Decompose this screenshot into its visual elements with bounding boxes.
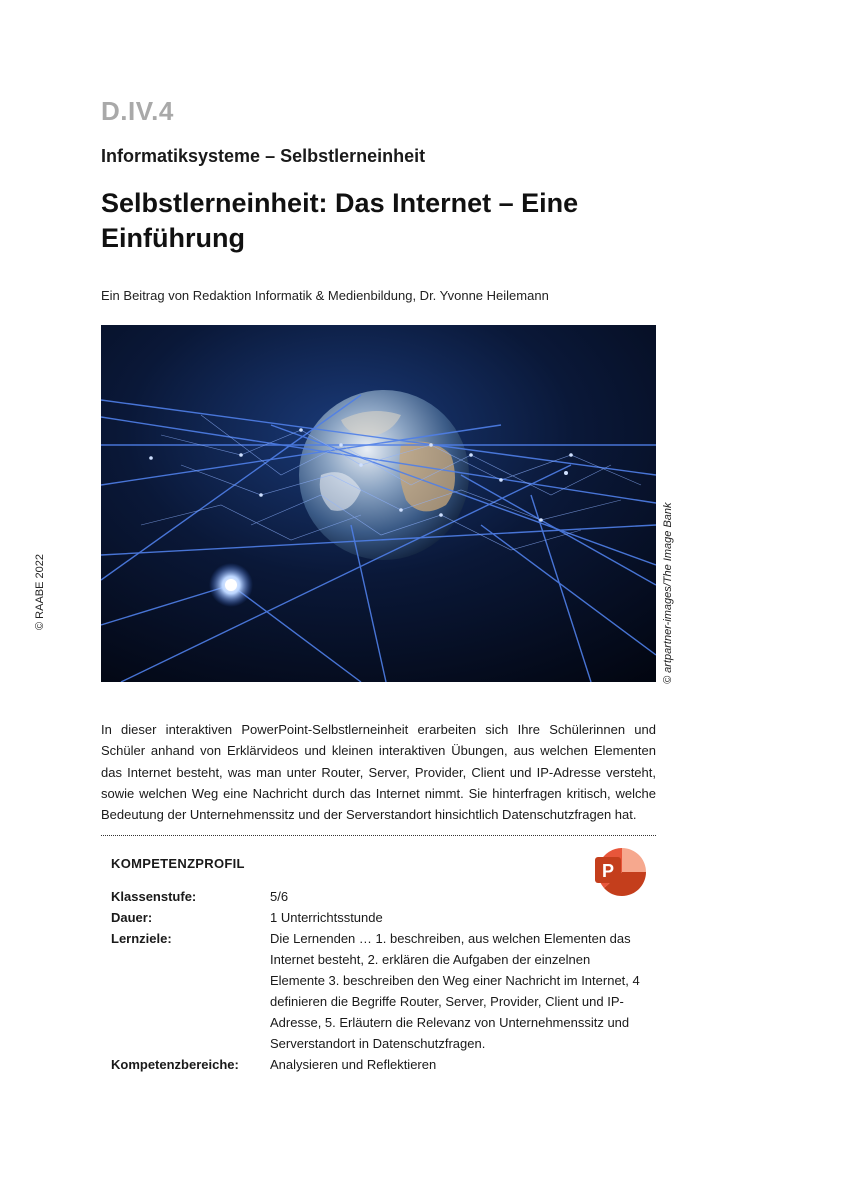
document-code: D.IV.4 xyxy=(101,96,174,126)
profile-heading: KOMPETENZPROFIL xyxy=(111,856,245,871)
profile-table xyxy=(111,886,651,1075)
profile-row xyxy=(111,1054,651,1075)
subject-line: Informatiksysteme – Selbstlerneinheit xyxy=(101,146,426,166)
publisher-copyright: © RAABE 2022 xyxy=(34,554,46,630)
profile-label: Lernziele: xyxy=(111,931,172,946)
profile-label: Kompetenzbereiche: xyxy=(111,1057,239,1072)
profile-label: Dauer: xyxy=(111,910,153,925)
intro-paragraph: In dieser interaktiven PowerPoint-Selbstlerneinheit erarbeiten sich Ihre Schülerinnen und Schüler anhand von Erklärvideos und kleinen interaktiven Übungen, aus welchen Elementen das Internet besteht, was man unter Router, Server, Provider, Client und IP-Adresse versteht, sowie welchen Weg eine Nachricht durch das Internet nimmt. Sie hinterfragen kritisch, welche Bedeutung der Unternehmenssitz und der Serverstandort hinsichtlich Datenschutzfragen hat. xyxy=(101,722,656,823)
image-credit: © artpartner-images/The Image Bank xyxy=(662,502,674,684)
profile-label: Klassenstufe: xyxy=(111,889,197,904)
profile-row xyxy=(111,928,651,1054)
profile-value: Die Lernenden … 1. beschreiben, aus welchen Elementen das Internet besteht, 2. erklären die Aufgaben der einzelnen Elemente 3. beschreiben den Weg einer Nachricht im Internet, 4 definieren die Begriffe Router, Server, Provider, Client und IP-Adresse, 5. Erläutern die Relevanz von Unternehmenssitz und Serverstandort in Datenschutzfragen. xyxy=(270,931,640,1051)
profile-value: 5/6 xyxy=(270,889,289,904)
profile-value: 1 Unterrichtsstunde xyxy=(270,910,383,925)
profile-row xyxy=(111,886,651,907)
globe-network-image xyxy=(101,325,656,682)
profile-value: Analysieren und Reflektieren xyxy=(270,1057,437,1072)
dotted-divider xyxy=(101,835,656,836)
author-line: Ein Beitrag von Redaktion Informatik & Medienbildung, Dr. Yvonne Heilemann xyxy=(101,288,549,303)
svg-text:P: P xyxy=(601,861,615,881)
profile-row xyxy=(111,907,651,928)
page-title: Selbstlerneinheit: Das Internet – Eine Einführung xyxy=(101,188,579,253)
